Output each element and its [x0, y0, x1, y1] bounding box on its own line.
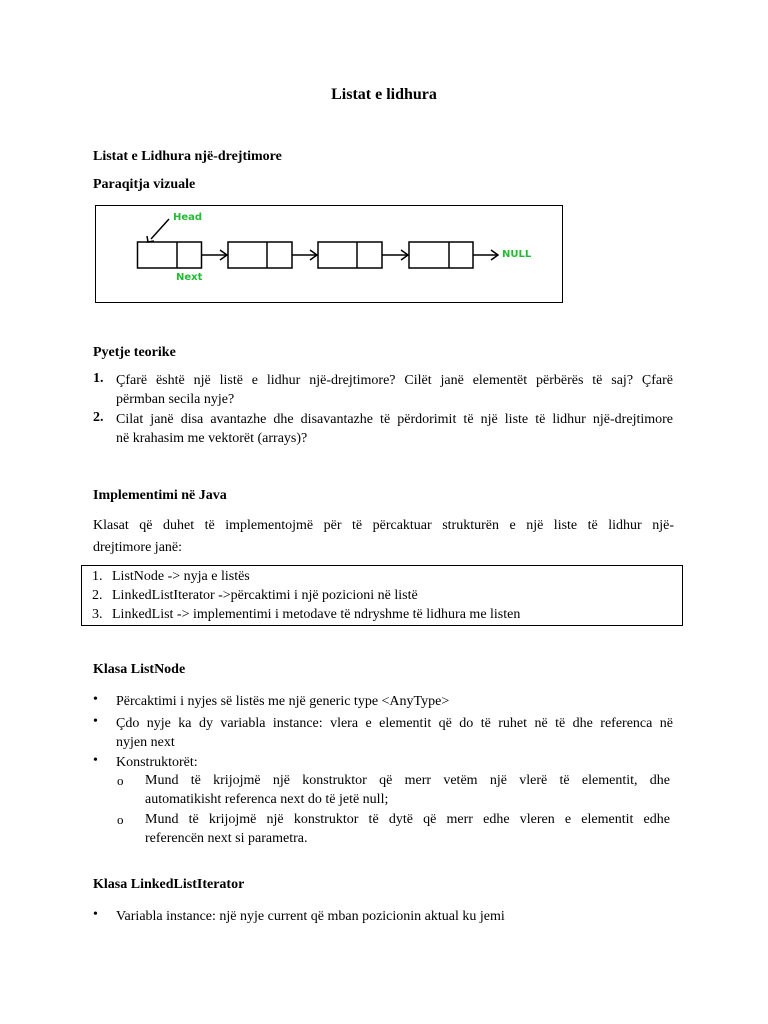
section-heading-singly-linked: Listat e Lidhura një-drejtimore — [93, 149, 282, 164]
head-pointer-arrow — [151, 219, 169, 239]
linked-list-diagram-svg — [96, 206, 562, 302]
question-1-line-1: Çfarë është një listë e lidhur një-drejtimore? Cilët janë elementët përbërës të saj? Çfarë — [116, 373, 673, 388]
question-2-line-1: Cilat janë disa avantazhe dhe disavantazhe të përdorimit të një liste të lidhur një-drejtimore — [116, 412, 673, 427]
section-heading-iterator: Klasa LinkedListIterator — [93, 877, 245, 892]
iterator-bullet-1: Variabla instance: një nyje current që mban pozicionin aktual ku jemi — [116, 909, 505, 924]
listnode-sub-bullet-2-line-1: Mund të krijojmë një konstruktor të dytë që merr edhe vleren e elementit edhe — [145, 812, 670, 827]
bullet-marker: • — [93, 907, 98, 922]
java-intro-line-2: drejtimore janë: — [93, 540, 183, 555]
class-item-number: 3. — [92, 607, 103, 622]
node-1 — [138, 242, 202, 268]
class-item-number: 1. — [92, 569, 103, 584]
page-title: Listat e lidhura — [331, 86, 437, 103]
classes-list-box — [81, 565, 683, 626]
listnode-sub-bullet-2-line-2: referencën next si parametra. — [145, 831, 308, 846]
class-item-text: ListNode -> nyja e listës — [112, 569, 250, 584]
class-item-linkedlistiterator — [92, 586, 418, 605]
node-2 — [228, 242, 292, 268]
bullet-marker: • — [93, 753, 98, 768]
section-heading-questions: Pyetje teorike — [93, 345, 176, 360]
section-heading-java: Implementimi në Java — [93, 488, 227, 503]
null-label: NULL — [502, 249, 532, 260]
next-label: Next — [176, 272, 203, 283]
section-heading-listnode: Klasa ListNode — [93, 662, 186, 677]
class-item-linkedlist — [92, 605, 520, 624]
node-4 — [409, 242, 473, 268]
question-1-line-2: përmban secila nyje? — [116, 392, 235, 407]
bullet-marker: • — [93, 714, 98, 729]
listnode-bullet-3: Konstruktorët: — [116, 755, 198, 770]
java-intro-line-1: Klasat që duhet të implementojmë për të përcaktuar strukturën e një liste të lidhur një- — [93, 518, 674, 533]
node-3 — [318, 242, 382, 268]
question-1-number: 1. — [93, 371, 104, 386]
question-2-number: 2. — [93, 410, 104, 425]
class-item-listnode — [92, 567, 250, 586]
sub-bullet-marker: o — [117, 773, 124, 788]
bullet-marker: • — [93, 692, 98, 707]
listnode-sub-bullet-1-line-1: Mund të krijojmë një konstruktor që merr vetëm një vlerë të elementit, dhe — [145, 773, 670, 788]
linked-list-diagram — [95, 205, 563, 303]
listnode-sub-bullet-1-line-2: automatikisht referenca next do të jetë null; — [145, 792, 389, 807]
question-2-line-2: në krahasim me vektorët (arrays)? — [116, 431, 308, 446]
subheading-visual: Paraqitja vizuale — [93, 177, 196, 192]
listnode-bullet-2-line-2: nyjen next — [116, 735, 175, 750]
listnode-bullet-2-line-1: Çdo nyje ka dy variabla instance: vlera e elementit që do të ruhet në të dhe referenca në — [116, 716, 673, 731]
class-item-number: 2. — [92, 588, 103, 603]
sub-bullet-marker: o — [117, 812, 124, 827]
class-item-text: LinkedList -> implementimi i metodave të ndryshme të lidhura me listen — [112, 607, 521, 622]
class-item-text: LinkedListIterator ->përcaktimi i një pozicioni në listë — [112, 588, 418, 603]
head-label: Head — [173, 212, 203, 223]
listnode-bullet-1: Përcaktimi i nyjes së listës me një generic type <AnyType> — [116, 694, 450, 709]
